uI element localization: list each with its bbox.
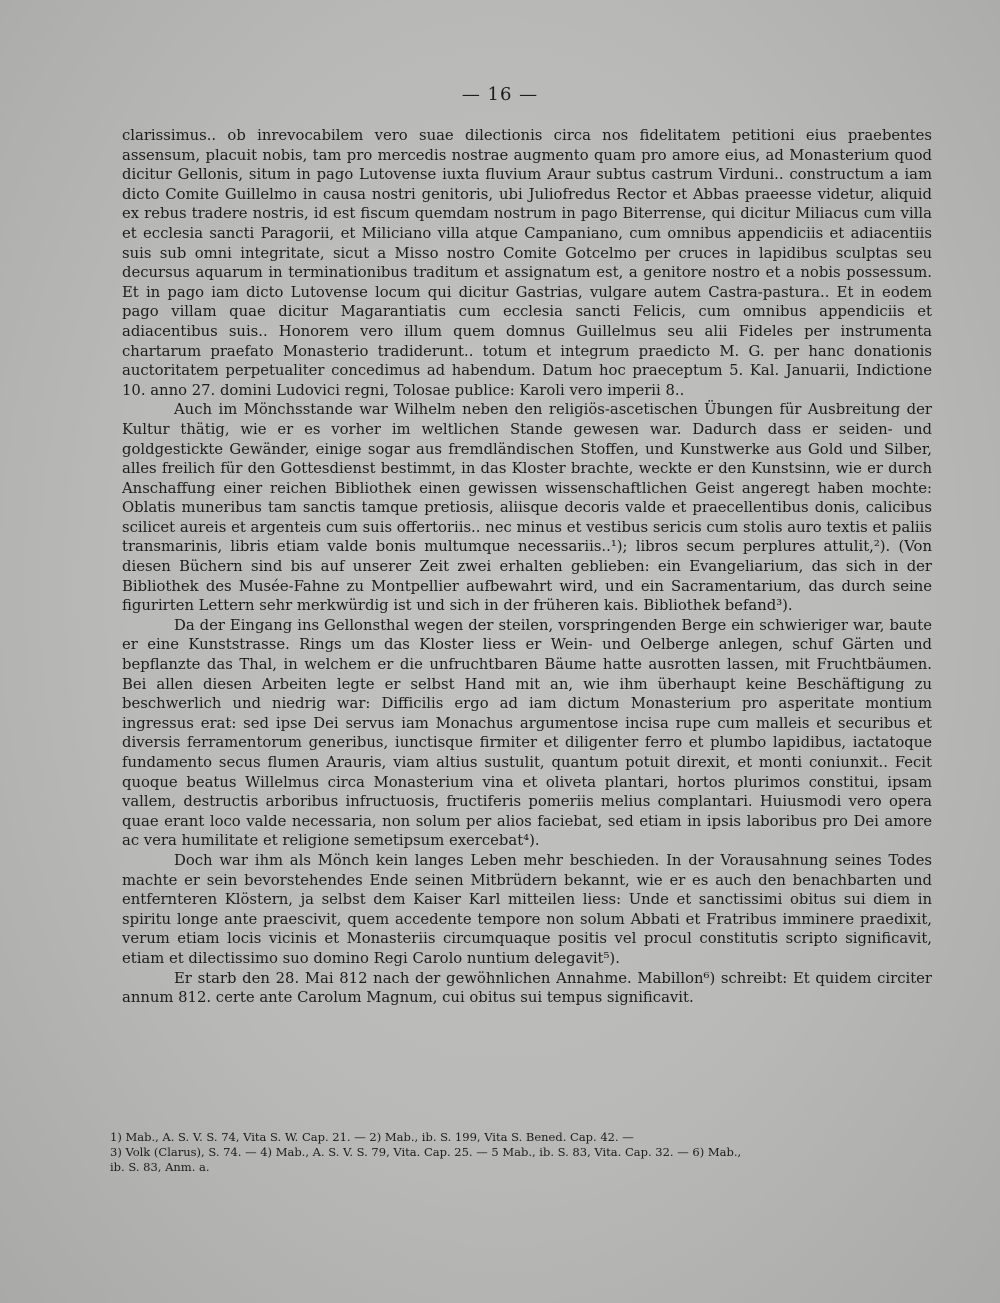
page-number: — 16 —: [461, 84, 539, 105]
paragraph-death-date: Er starb den 28. Mai 812 nach der gewöhnlichen Annahme. Mabillon⁶) schreibt: Et quidem circiter annum 812. certe ante Carolum Magnum, cui obitus sui tempus significavit.: [122, 969, 932, 1007]
body-text: [122, 126, 932, 1008]
footnote-line: ib. S. 83, Anm. a.: [110, 1160, 210, 1174]
paragraph-charter-continuation: clarissimus.. ob inrevocabilem vero suae dilectionis circa nos fidelitatem petitioni eius praebentes assensum, placuit nobis, tam pro mercedis nostrae augmento quam pro amore eius, ad Monasterium quod dicitur Gellonis, situm in pago Lutovense iuxta fluvium Araur subtus castrum Virduni.. constructum a iam dicto Comite Guillelmo in causa nostri genitoris, ubi Juliofredus Rector et Abbas praeesse videtur, aliquid ex rebus tradere nostris, id est fiscum quemdam nostrum in pago Biterrense, qui dicitur Miliacus cum villa et ecclesia sancti Paragorii, et Miliciano villa atque Campaniano, cum omnibus appendiciis et adiacentiis suis sub omni integritate, sicut a Misso nostro Comite Gotcelmo per cruces in lapidibus sculptas seu decursus aquarum in terminationibus traditum et assignatum est, a genitore nostro et a nobis possessum. Et in pago iam dicto Lutovense locum qui dicitur Gastrias, vulgare autem Castra-pastura.. Et in eodem pago villam quae dicitur Magarantiatis cum ecclesia sancti Felicis, cum omnibus appendiciis et adiacentibus suis.. Honorem vero illum quem domnus Guillelmus seu alii Fideles per instrumenta chartarum praefato Monasterio tradiderunt.. totum et integrum praedicto M. G. per hanc donationis auctoritatem perpetualiter concedimus ad habendum. Datum hoc praeceptum 5. Kal. Januarii, Indictione 10. anno 27. domini Ludovici regni, Tolosae publice: Karoli vero imperii 8..: [122, 127, 932, 399]
footnote-line: 1) Mab., A. S. V. S. 74, Vita S. W. Cap. 21. — 2) Mab., ib. S. 199, Vita S. Bened. Cap. 42. —: [110, 1130, 634, 1144]
paragraph-road-building: Da der Eingang ins Gellonsthal wegen der steilen, vorspringenden Berge ein schwieriger war, baute er eine Kunststrasse. Rings um das Kloster liess er Wein- und Oelberge anlegen, schuf Gärten und bepflanzte das Thal, in welchem er die unfruchtbaren Bäume hatte ausrotten lassen, mit Fruchtbäumen. Bei allen diesen Arbeiten legte er selbst Hand mit an, wie ihm überhaupt keine Beschäftigung zu beschwerlich und niedrig war: Difficilis ergo ad iam dictum Monasterium pro asperitate montium ingressus erat: sed ipse Dei servus iam Monachus argumentose incisa rupe cum malleis et securibus et diversis ferramentorum generibus, iunctisque firmiter et diligenter ferro et plumbo lapidibus, iactatoque fundamento secus flumen Arauris, viam altius sustulit, quantum potuit direxit, et monti coniunxit.. Fecit quoque beatus Willelmus circa Monasterium vina et oliveta plantari, hortos plurimos constitui, ipsam vallem, destructis arboribus infructuosis, fructiferis pomeriis melius complantari. Huiusmodi vero opera quae erant loco valde necessaria, non solum per alios faciebat, sed etiam in ipsis laboribus pro Dei amore ac vera humilitate et religione semetipsum exercebat⁴).: [122, 616, 932, 850]
footnotes: [110, 1130, 930, 1175]
footnote-line: 3) Volk (Clarus), S. 74. — 4) Mab., A. S. V. S. 79, Vita. Cap. 25. — 5 Mab., ib. S. 83, Vita. Cap. 32. — 6) Mab.,: [110, 1145, 742, 1159]
paragraph-monastic-life: Auch im Mönchsstande war Wilhelm neben den religiös-ascetischen Übungen für Ausbreitung der Kultur thätig, wie er es vorher im weltlichen Stande gewesen war. Dadurch dass er seiden- und goldgestickte Gewänder, einige sogar aus fremdländischen Stoffen, und Kunstwerke aus Gold und Silber, alles freilich für den Gottesdienst bestimmt, in das Kloster brachte, weckte er den Kunstsinn, wie er durch Anschaffung einer reichen Bibliothek einen gewissen wissenschaftlichen Geist angeregt haben mochte: Oblatis muneribus tam sanctis tamque pretiosis, aliisque decoris valde et praecellentibus donis, calicibus scilicet aureis et argenteis cum suis offertoriis.. nec minus et vestibus sericis cum stolis auro textis et paliis transmarinis, libris etiam valde bonis multumque necessariis..¹); libros secum perplures attulit,²). (Von diesen Büchern sind bis auf unserer Zeit zwei erhalten geblieben: ein Evangeliarium, das sich in der Bibliothek des Musée-Fahne zu Montpellier aufbewahrt wird, und ein Sacramentarium, das durch seine figurirten Lettern sehr merkwürdig ist und sich in der früheren kais. Bibliothek befand³).: [122, 401, 932, 615]
paragraph-foreseen-death: Doch war ihm als Mönch kein langes Leben mehr beschieden. In der Vorausahnung seines Todes machte er sein bevorstehendes Ende seinen Mitbrüdern bekannt, wie er es auch den benachbarten und entfernteren Klöstern, ja selbst dem Kaiser Karl mitteilen liess: Unde et sanctissimi obitus sui diem in spiritu longe ante praescivit, quem accedente tempore non solum Abbati et Fratribus imminere praedixit, verum etiam locis vicinis et Monasteriis circumquaque positis vel procul constitutis scripto significavit, etiam et dilectissimo suo domino Regi Carolo nuntium delegavit⁵).: [122, 851, 932, 967]
